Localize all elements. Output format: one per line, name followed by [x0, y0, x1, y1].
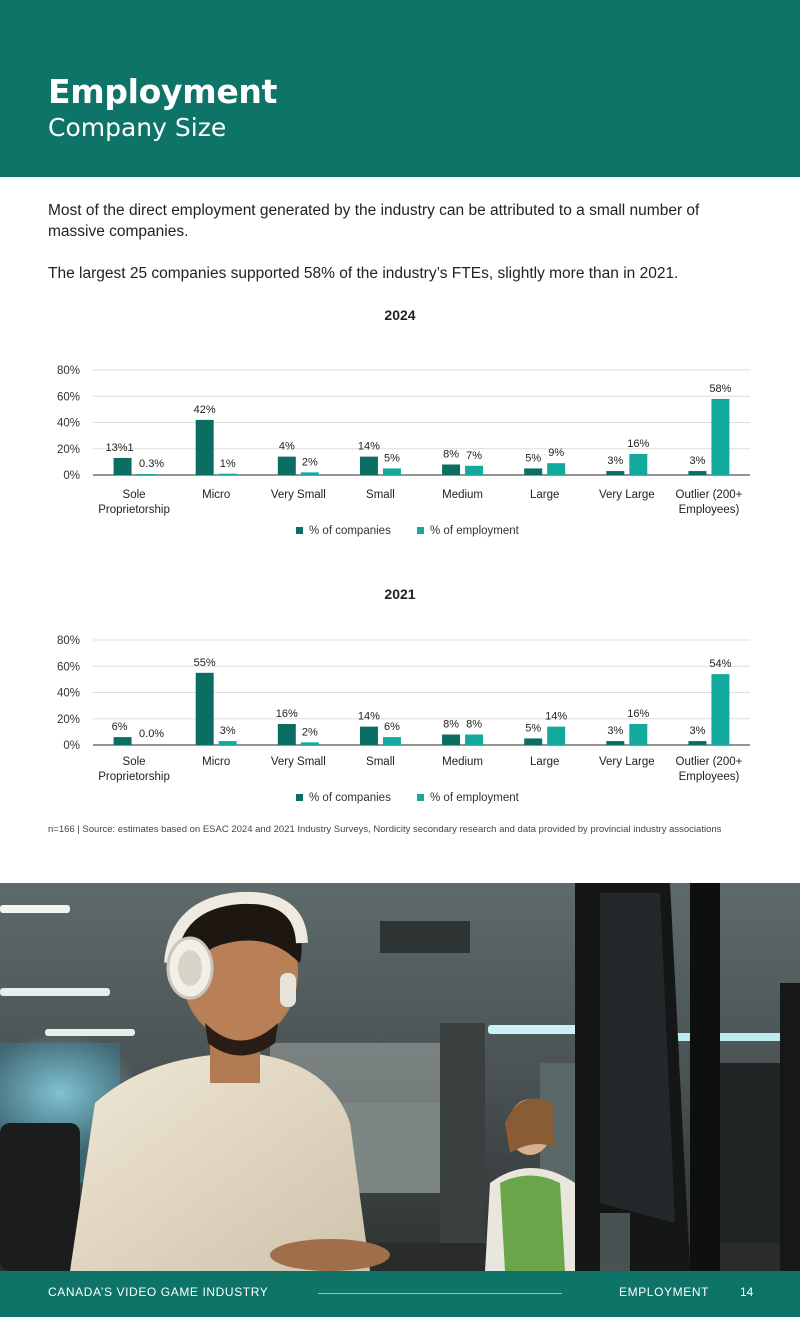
data-label: 3% [607, 725, 624, 738]
bar-of-employment [219, 474, 237, 475]
bar-of-employment [465, 735, 483, 746]
y-tick-label: 20% [56, 443, 80, 456]
footer-section: EMPLOYMENT [619, 1285, 710, 1299]
data-label: 6% [383, 721, 400, 734]
y-tick-label: 40% [56, 417, 80, 430]
office-photo-illustration [0, 883, 800, 1271]
bar-of-employment [383, 468, 401, 475]
bar-of-employment [383, 737, 401, 745]
bar-of-companies [278, 724, 296, 745]
bar-of-companies [524, 468, 542, 475]
category-label: Very Large [599, 489, 655, 501]
chart-2024 [0, 355, 800, 555]
y-tick-label: 60% [56, 391, 80, 404]
bar-of-employment [301, 742, 319, 745]
bar-of-employment [711, 399, 729, 475]
bar-of-companies [360, 457, 378, 475]
data-label: 14% [545, 710, 568, 723]
bar-of-companies [606, 741, 624, 745]
data-label: 16% [627, 438, 650, 450]
bar-of-companies [688, 741, 706, 745]
category-label: Large [529, 489, 560, 501]
bar-of-companies [688, 471, 706, 475]
bar-of-companies [442, 735, 460, 746]
y-tick-label: 60% [56, 661, 80, 674]
category-label: Micro [202, 756, 231, 768]
data-label: 2% [301, 726, 318, 739]
footer-divider [318, 1293, 562, 1294]
bar-of-employment [629, 454, 647, 475]
data-label: 55% [193, 656, 216, 669]
data-label: 0.3% [139, 458, 165, 470]
bar-of-employment [547, 463, 565, 475]
category-label: Micro [202, 489, 231, 501]
y-tick-label: 80% [56, 365, 80, 377]
chart-2021 [0, 625, 800, 820]
y-tick-label: 0% [63, 740, 80, 752]
data-label: 42% [193, 403, 216, 416]
source-note: n=166 | Source: estimates based on ESAC 2024 and 2021 Industry Surveys, Nordicity secondary research and data provided by provincial industry associations [48, 824, 722, 835]
bar-of-companies [524, 738, 542, 745]
chart-2024-title: 2024 [384, 307, 416, 323]
category-label: Very Small [270, 756, 326, 768]
data-label: 14% [357, 710, 380, 723]
data-label: 0.0% [139, 728, 165, 740]
bar-of-employment [137, 474, 155, 475]
page-number: 14 [740, 1285, 754, 1299]
bar-of-employment [465, 466, 483, 475]
bar-of-companies [196, 420, 214, 475]
data-label: 58% [709, 382, 732, 395]
data-label: 5% [383, 452, 400, 465]
bar-of-companies [360, 727, 378, 745]
bar-of-companies [606, 471, 624, 475]
legend-swatch-of-companies [296, 794, 303, 801]
data-label: 7% [466, 449, 483, 462]
category-label: Medium [442, 756, 484, 768]
data-label: 13%1 [105, 441, 134, 454]
data-label: 3% [689, 725, 706, 738]
data-label: 5% [525, 722, 542, 735]
category-label: Medium [442, 489, 484, 501]
legend-label: % of companies [309, 792, 391, 804]
legend-label: % of employment [430, 525, 519, 537]
bar-of-employment [711, 674, 729, 745]
data-label: 9% [548, 447, 565, 460]
legend-swatch-of-companies [296, 527, 303, 534]
data-label: 5% [525, 452, 542, 465]
page-header [0, 0, 800, 177]
category-label: Large [529, 756, 560, 768]
office-photo [0, 883, 800, 1271]
bar-of-employment [219, 741, 237, 745]
legend-swatch-of-employment [417, 794, 424, 801]
category-label: Very Small [270, 489, 326, 501]
category-label: Outlier (200+ Employees) [675, 489, 743, 516]
legend-swatch-of-employment [417, 527, 424, 534]
category-label: Outlier (200+ Employees) [675, 756, 743, 783]
bar-of-companies [278, 457, 296, 475]
data-label: 8% [443, 718, 460, 731]
category-label: Sole Proprietorship [98, 756, 170, 783]
data-label: 3% [689, 455, 706, 468]
legend-label: % of employment [430, 792, 519, 804]
data-label: 3% [607, 455, 624, 468]
data-label: 3% [219, 725, 236, 738]
y-tick-label: 80% [56, 635, 80, 647]
intro-paragraph-1: Most of the direct employment generated by the industry can be attributed to a small number of massive companies. [48, 202, 700, 240]
bar-of-companies [114, 737, 132, 745]
data-label: 8% [443, 448, 460, 461]
data-label: 16% [627, 708, 650, 720]
footer-publication: CANADA’S VIDEO GAME INDUSTRY [48, 1285, 269, 1299]
bar-of-companies [196, 673, 214, 745]
page-title: Employment [48, 72, 278, 111]
bar-of-companies [114, 458, 132, 475]
data-label: 16% [275, 708, 298, 720]
y-tick-label: 0% [63, 470, 80, 482]
y-tick-label: 40% [56, 687, 80, 700]
intro-paragraph-2: The largest 25 companies supported 58% of the industry’s FTEs, slightly more than in 2021. [48, 265, 679, 282]
intro-text [48, 200, 758, 305]
category-label: Small [366, 489, 395, 501]
data-label: 14% [357, 440, 380, 453]
category-label: Sole Proprietorship [98, 489, 170, 516]
data-label: 4% [278, 440, 295, 453]
data-label: 54% [709, 658, 732, 671]
chart-2021-title: 2021 [384, 586, 416, 602]
data-label: 6% [111, 721, 128, 734]
bar-of-employment [547, 727, 565, 745]
page-subtitle: Company Size [48, 113, 227, 142]
y-tick-label: 20% [56, 713, 80, 726]
category-label: Very Large [599, 756, 655, 768]
bar-of-employment [629, 724, 647, 745]
data-label: 8% [466, 718, 483, 731]
category-label: Small [366, 756, 395, 768]
bar-of-companies [442, 465, 460, 476]
data-label: 2% [301, 456, 318, 469]
page-footer [0, 1271, 800, 1317]
bar-of-employment [301, 472, 319, 475]
data-label: 1% [219, 458, 236, 470]
legend-label: % of companies [309, 525, 391, 537]
